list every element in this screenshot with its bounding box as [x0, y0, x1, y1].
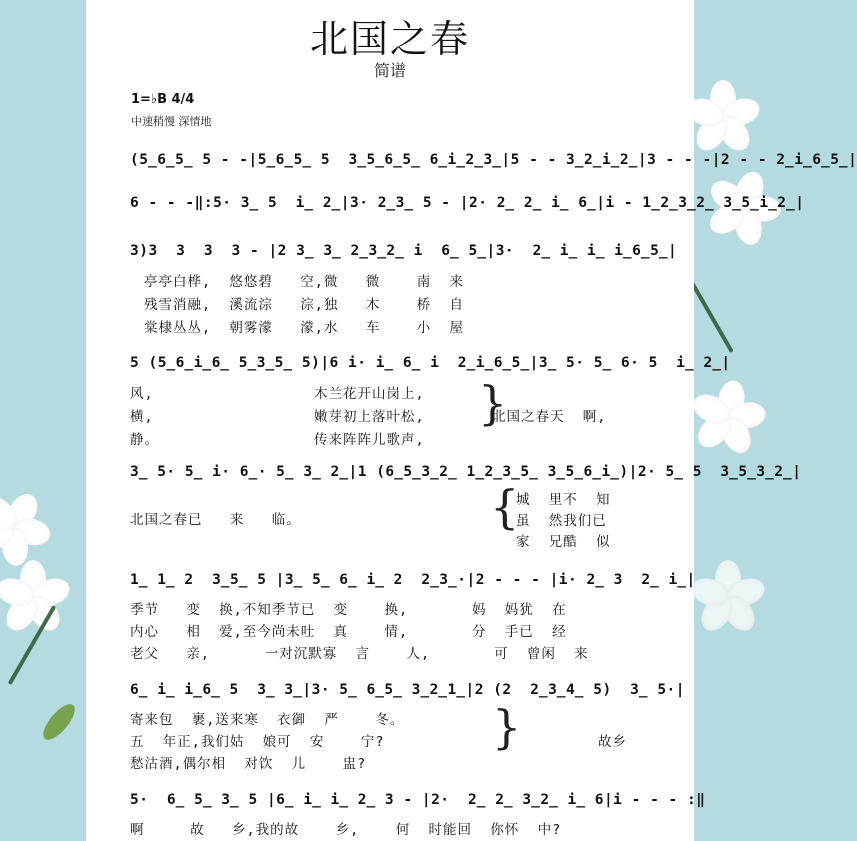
- lyric-line-5-left: 北国之春已 来 临。: [130, 512, 301, 528]
- lyric-line-5-right-verse-3: 家 兄酷 似: [516, 534, 611, 550]
- lyric-line-3-verse-2: 残雪消融, 溪流淙 淙,独 木 桥 自: [144, 297, 465, 313]
- notation-line-6: 1̲ 1̲ 2 3̲5̲ 5 |3̲ 5̲ 6̲ i̲ 2 2̲3̲·|2 - - - |i· 2̲ 3 2̲ i̲|: [130, 572, 696, 588]
- verse-bracket-1: }: [478, 376, 508, 430]
- lyric-line-4-right: 北国之春天 啊,: [492, 409, 607, 425]
- lyric-line-5-right-verse-1: 城 里不 知: [516, 492, 611, 508]
- notation-line-4: 5 (5̲6̲i̲6̲ 5̲3̲5̲ 5)|6 i· i̲ 6̲ i 2̲i̲6̲5̲|3̲ 5· 5̲ 6· 5 i̲ 2̲|: [130, 355, 731, 371]
- lyric-line-7-verse-3: 愁沽酒,偶尔相 对饮 儿 盅?: [130, 756, 367, 772]
- notation-line-3: 3)3 3 3 3 - |2 3̲ 3̲ 2̲3̲2̲ i 6̲ 5̲|3· 2̲ i̲ i̲ i̲6̲5̲|: [130, 243, 678, 259]
- notation-line-2: 6 - - -‖:5· 3̲ 5 i̲ 2̲|3· 2̲3̲ 5 - |2· 2̲ 2̲ i̲ 6̲|i - 1̲2̲3̲2̲ 3̲5̲i̲2̲|: [130, 195, 805, 211]
- lyric-line-4-left-verse-3: 静。: [130, 432, 159, 448]
- lyric-line-4-mid-verse-1: 木兰花开山岗上,: [314, 386, 425, 402]
- lyric-line-8: 啊 故 乡,我的故 乡, 何 时能回 你怀 中?: [130, 822, 562, 838]
- lyric-line-7-right: 故乡: [598, 734, 627, 750]
- lyric-line-3-verse-3: 棠棣丛丛, 朝雾濛 濛,水 车 小 屋: [144, 320, 465, 336]
- lyric-line-4-left-verse-2: 横,: [130, 409, 154, 425]
- notation-line-8: 5· 6̲ 5̲ 3̲ 5 |6̲ i̲ i̲ 2̲ 3 - |2· 2̲ 2̲ 3̲2̲ i̲ 6|i - - - :‖: [130, 792, 706, 808]
- lyric-line-6-verse-3: 老父 亲, 一对沉默寡 言 人, 可 曾闲 来: [130, 646, 589, 662]
- lyric-line-6-verse-2: 内心 相 爱,至今尚未吐 真 情, 分 手已 经: [130, 624, 567, 640]
- lyric-line-3-verse-1: 亭亭白桦, 悠悠碧 空,微 微 南 来: [144, 274, 465, 290]
- lyric-line-7-verse-2: 五 年正,我们姑 娘可 安 宁?: [130, 734, 385, 750]
- notation-line-1: (5̲6̲5̲ 5 - -|5̲6̲5̲ 5 3̲5̲6̲5̲ 6̲i̲2̲3̲|5 - - 3̲2̲i̲2̲|3 - - -|2 - - 2̲i̲6̲5̲|: [130, 152, 857, 168]
- lyric-line-6-verse-1: 季节 变 换,不知季节已 变 换, 妈 妈犹 在: [130, 602, 567, 618]
- leaf-decoration-left: [38, 699, 80, 744]
- lyric-line-5-right-verse-2: 虽 然我们已: [516, 513, 607, 529]
- lyric-line-4-mid-verse-3: 传来阵阵儿歌声,: [314, 432, 425, 448]
- tempo-marking: 中速稍慢 深情地: [131, 115, 212, 128]
- score-sheet: [86, 0, 857, 841]
- lyric-line-4-left-verse-1: 风,: [130, 386, 154, 402]
- lyric-line-7-verse-1: 寄来包 裹,送来寒 衣御 严 冬。: [130, 712, 405, 728]
- song-subtitle: 简谱: [373, 61, 406, 80]
- verse-bracket-2: {: [490, 480, 520, 534]
- key-signature: 1=♭B 4/4: [131, 92, 195, 107]
- song-title: 北国之春: [309, 17, 470, 61]
- verse-bracket-3: }: [492, 700, 522, 754]
- lyric-line-4-mid-verse-2: 嫩芽初上落叶松,: [314, 409, 425, 425]
- notation-line-5: 3̲ 5· 5̲ i· 6̲· 5̲ 3̲ 2̲|1 (6̲5̲3̲2̲ 1̲2̲3̲5̲ 3̲5̲6̲i̲)|2· 5̲ 5 3̲5̲3̲2̲|: [130, 464, 802, 480]
- notation-line-7: 6̲ i̲ i̲6̲ 5 3̲ 3̲|3· 5̲ 6̲5̲ 3̲2̲1̲|2 (2 2̲3̲4̲ 5) 3̲ 5·|: [130, 682, 686, 698]
